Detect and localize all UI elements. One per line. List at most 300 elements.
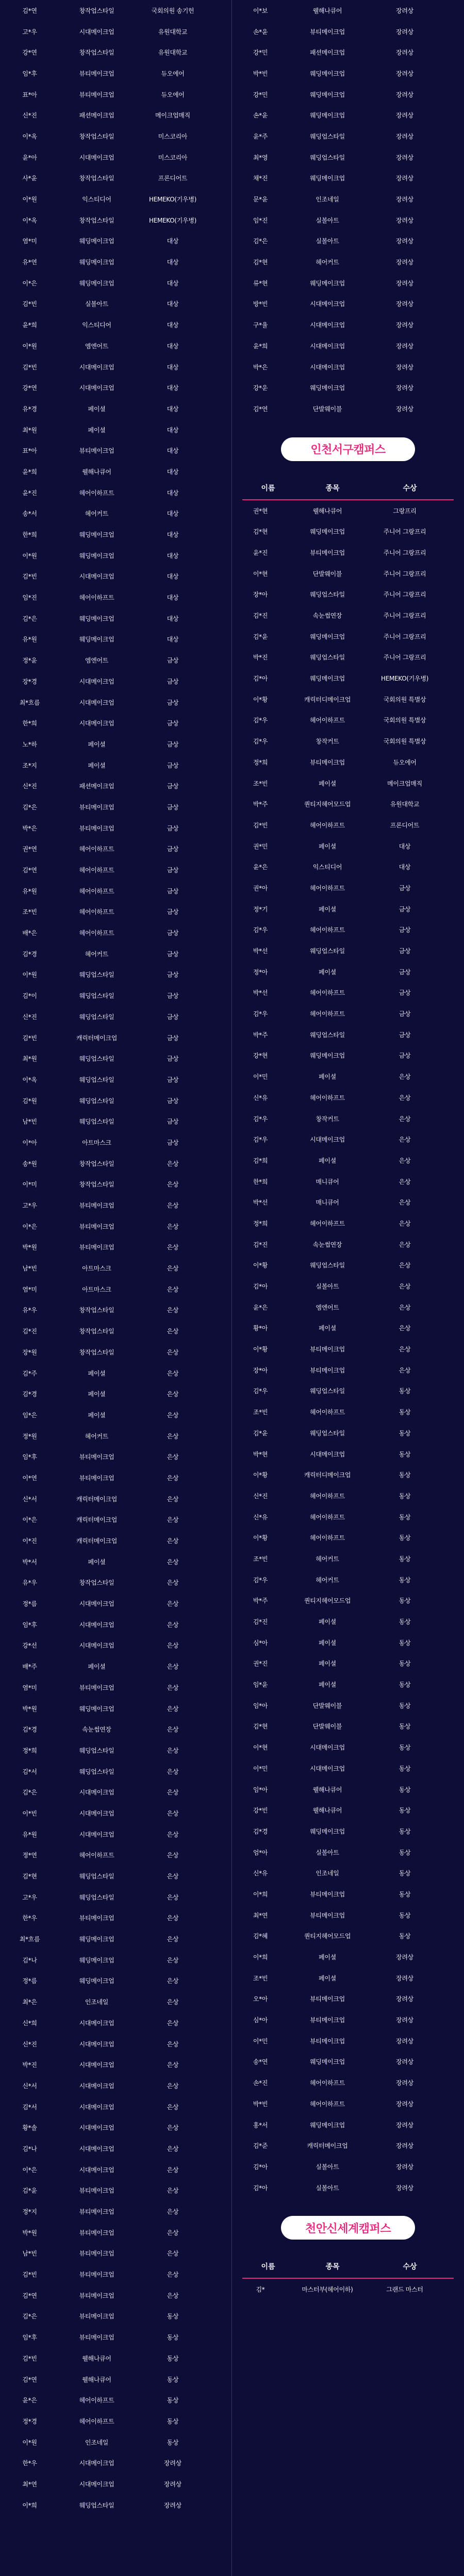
award-row <box>0 2452 232 2473</box>
award: 대상 <box>167 510 179 518</box>
award-row <box>0 2285 232 2306</box>
category: 시대메이크업 <box>79 384 114 392</box>
category: 시대메이크업 <box>310 1765 345 1772</box>
category: 뷰티메이크업 <box>310 2037 345 2045</box>
category: 시대메이크업 <box>79 2061 114 2069</box>
winner-name: 윤*희 <box>22 468 37 476</box>
winner-name: 정*희 <box>22 1747 37 1754</box>
award: 장려상 <box>396 2100 413 2108</box>
award-row <box>0 985 232 1006</box>
award-row <box>232 1318 464 1339</box>
award: 동상 <box>399 1555 411 1563</box>
award: 장려상 <box>396 28 413 36</box>
award: 주니어 그랑프리 <box>383 633 426 640</box>
award-row <box>0 524 232 545</box>
award-row <box>0 1530 232 1551</box>
award: 은상 <box>167 1893 179 1901</box>
winner-name: 한*우 <box>22 1914 37 1922</box>
award: 금상 <box>167 1055 179 1063</box>
award: 장려상 <box>396 279 413 287</box>
category: 헤어이하프트 <box>79 929 114 937</box>
winner-name: 김*진 <box>253 1241 268 1248</box>
award-row <box>0 1111 232 1132</box>
award-row <box>0 314 232 335</box>
award-row <box>0 1761 232 1782</box>
award-row <box>232 584 464 605</box>
winner-name: 송*연 <box>253 2058 268 2066</box>
award-row <box>0 1006 232 1027</box>
winner-name: 김*우 <box>253 1010 268 1018</box>
category: 웰해나큐어 <box>82 2376 111 2383</box>
winner-name: 박*주 <box>253 1597 268 1605</box>
category: 뷰티메이크업 <box>310 1911 345 1919</box>
award-row <box>0 734 232 755</box>
winner-name: 윤*진 <box>253 549 268 556</box>
incheon-table-header <box>242 477 454 500</box>
award: 대상 <box>167 636 179 643</box>
category: 페이셜 <box>319 1681 336 1689</box>
category: 인조네일 <box>85 2438 109 2446</box>
category: 웨딩업스타일 <box>79 992 114 1000</box>
category: 헤어이하프트 <box>310 1534 345 1542</box>
category: 웨딩메이크업 <box>310 279 345 287</box>
award: 금상 <box>167 845 179 853</box>
category: 웨딩업스타일 <box>79 1893 114 1901</box>
category: 웨딩메이크업 <box>310 70 345 77</box>
award: 은상 <box>167 1516 179 1524</box>
award-row <box>232 1548 464 1569</box>
winner-name: 김*우 <box>253 1136 268 1144</box>
category: 시대메이크업 <box>79 2166 114 2174</box>
winner-name: 김*우 <box>253 1115 268 1123</box>
category: 실볼아트 <box>316 238 339 245</box>
award-row <box>232 1401 464 1422</box>
award-row <box>232 1045 464 1066</box>
award-row <box>232 752 464 773</box>
award: 금상 <box>167 1118 179 1126</box>
category: 헤어이하프트 <box>310 2079 345 2087</box>
award: 금상 <box>167 677 179 685</box>
award-row <box>0 0 232 21</box>
winner-name: 김*현 <box>253 528 268 536</box>
award: 동상 <box>399 1807 411 1815</box>
cheonan-table-header <box>242 2255 454 2279</box>
winner-name: 김*경 <box>22 1391 37 1398</box>
category: 페이셜 <box>319 1974 336 1982</box>
award: 동상 <box>167 2313 179 2320</box>
category: 창작커트 <box>316 1115 339 1123</box>
category: 웨딩업스타일 <box>79 1013 114 1021</box>
winner-name: 사*윤 <box>22 175 37 182</box>
winner-name: 박*은 <box>253 363 268 371</box>
award-row <box>232 1695 464 1716</box>
category: 캐릭터메이크업 <box>76 1537 118 1545</box>
award: 은상 <box>167 1328 179 1335</box>
category: 인조네일 <box>316 1870 339 1877</box>
winner-name: 강*연 <box>22 384 37 392</box>
award: 대상 <box>167 426 179 434</box>
winner-name: 강*빈 <box>253 1807 268 1815</box>
winner-name: 이*희 <box>22 2501 37 2509</box>
award-row <box>232 731 464 752</box>
category: 시대메이크업 <box>310 342 345 350</box>
award: HEMEKO(기우병) <box>148 196 197 204</box>
award-row <box>0 755 232 776</box>
winner-name: 김*아 <box>253 1283 268 1291</box>
winner-name: 김*서 <box>22 2103 37 2111</box>
winner-name: 조*빈 <box>253 1409 268 1416</box>
award: 장려상 <box>396 1995 413 2003</box>
category: 헤어이하프트 <box>310 884 345 892</box>
category: 헤어이하프트 <box>310 1219 345 1227</box>
award: 은상 <box>399 1346 411 1353</box>
category: 페이셜 <box>88 740 106 748</box>
category: 헤어이하프트 <box>79 908 114 916</box>
award: 은상 <box>399 1262 411 1269</box>
award: 동상 <box>399 1409 411 1416</box>
award-row <box>232 605 464 626</box>
category: 익스티디어 <box>82 321 111 329</box>
category: 창작업스타일 <box>79 1579 114 1587</box>
award-row <box>0 2138 232 2159</box>
award: 금상 <box>167 867 179 874</box>
award-row <box>0 1971 232 1992</box>
award: 금상 <box>399 1010 411 1018</box>
category: 패션메이크업 <box>79 112 114 120</box>
award-row <box>232 542 464 563</box>
award: 듀오에어 <box>161 91 185 98</box>
award-row <box>0 964 232 986</box>
award-row <box>0 419 232 440</box>
award-row <box>0 210 232 231</box>
award-row <box>232 2052 464 2073</box>
winner-name: 배*은 <box>22 929 37 937</box>
award-row <box>0 1677 232 1698</box>
award: 은상 <box>167 1977 179 1985</box>
award-row <box>232 0 464 21</box>
winner-name: 김*경 <box>22 950 37 958</box>
award: 은상 <box>167 1411 179 1419</box>
winner-name: 강*현 <box>253 1052 268 1060</box>
award-row <box>232 1674 464 1695</box>
category: 웰해나큐어 <box>82 468 111 476</box>
winner-name: 김*아 <box>253 2184 268 2192</box>
category: 웨딩업스타일 <box>79 1097 114 1105</box>
award: 듀오에어 <box>161 70 185 77</box>
award-row <box>0 1782 232 1803</box>
award: 은상 <box>167 1768 179 1775</box>
category: 페이셜 <box>88 1411 106 1419</box>
award: 은상 <box>167 2019 179 2027</box>
award: 은상 <box>399 1283 411 1291</box>
winner-name: 임*진 <box>253 216 268 224</box>
award: 금상 <box>167 699 179 706</box>
award: 동상 <box>399 1450 411 1458</box>
category: 웰해나큐어 <box>312 1807 342 1815</box>
category: 페이셜 <box>319 842 336 850</box>
category: 페이셜 <box>319 1618 336 1626</box>
winner-name: 장*아 <box>253 1366 268 1374</box>
award-row <box>232 1444 464 1465</box>
award-row <box>232 961 464 982</box>
winner-name: 방*빈 <box>253 300 268 308</box>
award: 은상 <box>167 1181 179 1189</box>
category: 웨딩메이크업 <box>79 1936 114 1943</box>
category: 페이셜 <box>319 779 336 787</box>
category: 페이셜 <box>319 905 336 913</box>
award: 은상 <box>167 1809 179 1817</box>
award-row <box>232 1297 464 1318</box>
award: 은상 <box>167 2229 179 2236</box>
winner-name: 강*민 <box>253 49 268 57</box>
award: 은상 <box>167 1642 179 1650</box>
category: 시대메이크업 <box>79 677 114 685</box>
category: 퀀티지헤어모드업 <box>304 1597 351 1605</box>
award: 국회의원 송기헌 <box>151 7 194 14</box>
winner-name: 김*빈 <box>22 363 37 371</box>
winner-name: 이*원 <box>22 971 37 979</box>
award: 은상 <box>167 1831 179 1838</box>
category: 시대메이크업 <box>79 1809 114 1817</box>
award-row <box>0 1908 232 1929</box>
award-row <box>232 2177 464 2198</box>
category: 웨딩업스타일 <box>79 1873 114 1880</box>
category: 페이셜 <box>88 1369 106 1377</box>
category: 페이셜 <box>319 1639 336 1647</box>
winner-name: 임*후 <box>22 70 37 77</box>
winner-name: 김*주 <box>22 1369 37 1377</box>
award: 동상 <box>399 1618 411 1626</box>
award: 동상 <box>399 1387 411 1395</box>
winner-name: 박*선 <box>253 989 268 997</box>
winner-name: 신*진 <box>253 1492 268 1500</box>
cheonan-campus-title: 천안신세계캠퍼스 <box>281 2216 415 2240</box>
winner-name: 이*은 <box>22 2166 37 2174</box>
category: 시대메이크업 <box>310 1744 345 1752</box>
award: 장려상 <box>396 1954 413 1961</box>
category: 실볼아트 <box>316 2163 339 2171</box>
winner-name: 이*황 <box>253 1346 268 1353</box>
winner-name: 유*원 <box>22 887 37 895</box>
winner-name: 임*후 <box>22 1453 37 1461</box>
category: 뷰티메이크업 <box>79 1244 114 1251</box>
category: 창작업스타일 <box>79 1348 114 1356</box>
winner-name: 신*진 <box>22 2040 37 2048</box>
award-row <box>232 836 464 857</box>
award-row <box>232 2030 464 2052</box>
winner-name: 최*원 <box>22 426 37 434</box>
award-row <box>232 105 464 126</box>
category: 캐릭터디메이크업 <box>304 696 351 703</box>
category: 시대메이크업 <box>79 363 114 371</box>
award-row <box>0 1027 232 1048</box>
award-row <box>0 2096 232 2117</box>
award: 은상 <box>167 1726 179 1734</box>
winner-name: 이*민 <box>253 1765 268 1772</box>
winner-name: 김*빈 <box>22 573 37 581</box>
award: 은상 <box>167 1307 179 1314</box>
award-row <box>0 650 232 671</box>
category: 웨딩업스타일 <box>310 132 345 140</box>
award: 대상 <box>167 342 179 350</box>
category: 시대메이크업 <box>310 300 345 308</box>
award-row <box>0 231 232 252</box>
award-row <box>0 1803 232 1824</box>
header-name: 이름 <box>261 2263 275 2272</box>
category: 뷰티메이크업 <box>79 70 114 77</box>
category: 웨딩메이크업 <box>310 2121 345 2129</box>
award: 금상 <box>399 968 411 976</box>
award-row <box>0 1488 232 1510</box>
award-row <box>232 2072 464 2093</box>
winner-name: 조*지 <box>22 761 37 769</box>
award: 은상 <box>167 1936 179 1943</box>
award: 장려상 <box>396 154 413 161</box>
award: 대상 <box>167 594 179 602</box>
category: 페이셜 <box>88 426 106 434</box>
award: 금상 <box>167 1097 179 1105</box>
award-row <box>232 940 464 961</box>
category: 인조네일 <box>85 1998 109 2006</box>
award: 국회의원 특별상 <box>383 717 426 724</box>
award: 동상 <box>399 1492 411 1500</box>
category: 헤어이하프트 <box>310 2100 345 2108</box>
award: 동상 <box>399 1870 411 1877</box>
award: 은상 <box>167 1453 179 1461</box>
award: 동상 <box>399 1702 411 1709</box>
category: 시대메이크업 <box>79 154 114 161</box>
award: 국회의원 특별상 <box>383 696 426 703</box>
category: 뷰티메이크업 <box>79 2292 114 2299</box>
award-row <box>232 1946 464 1968</box>
category: 시대메이크업 <box>79 2145 114 2153</box>
category: 단발웨이블 <box>312 405 342 413</box>
category: 웨딩메이크업 <box>310 1827 345 1835</box>
award: 주니어 그랑프리 <box>383 591 426 599</box>
award: 장려상 <box>396 2058 413 2066</box>
winner-name: 이*보 <box>253 7 268 14</box>
winner-name: 최*흐름 <box>19 1936 40 1943</box>
award: 장려상 <box>396 300 413 308</box>
winner-name: 손*진 <box>253 2079 268 2087</box>
award: 금상 <box>167 740 179 748</box>
award-row <box>232 1905 464 1926</box>
winner-name: 김*원 <box>22 1097 37 1105</box>
award: 금상 <box>167 887 179 895</box>
category: 웨딩메이크업 <box>79 1956 114 1964</box>
category: 헤어이하프트 <box>310 926 345 934</box>
award-row <box>232 189 464 210</box>
award: 장려상 <box>164 2480 181 2488</box>
award: 프론디어트 <box>390 821 420 829</box>
award: 대상 <box>167 531 179 539</box>
category: 아트마스크 <box>82 1265 111 1273</box>
award-row <box>0 63 232 84</box>
award: 장려상 <box>396 196 413 204</box>
winner-name: 임*후 <box>22 2334 37 2342</box>
category: 뷰티메이크업 <box>310 28 345 36</box>
award-row <box>0 1363 232 1384</box>
winner-name: 박*빈 <box>253 2100 268 2108</box>
award: 장려상 <box>396 7 413 14</box>
winner-name: 이*은 <box>22 1516 37 1524</box>
category: 뷰티메이크업 <box>79 91 114 98</box>
category: 웨딩업스타일 <box>310 1031 345 1039</box>
award: 금상 <box>167 1013 179 1021</box>
award-row <box>0 943 232 964</box>
award: 은상 <box>167 2040 179 2048</box>
winner-name: 유*원 <box>22 636 37 643</box>
category: 웨딩메이크업 <box>79 238 114 245</box>
category: 페이셜 <box>319 1660 336 1668</box>
category: 웨딩메이크업 <box>310 528 345 536</box>
category: 뷰티메이크업 <box>310 758 345 766</box>
award-row <box>0 1950 232 1971</box>
award-row <box>232 856 464 877</box>
winner-name: 박*선 <box>253 1199 268 1207</box>
winner-name: 최*영 <box>253 154 268 161</box>
winner-name: 손*윤 <box>253 28 268 36</box>
award: 금상 <box>167 1139 179 1146</box>
category: 뷰티메이크업 <box>310 2016 345 2024</box>
winner-name: 김*혜 <box>253 1933 268 1940</box>
award: 은상 <box>167 1223 179 1230</box>
winner-name: 유*우 <box>22 1579 37 1587</box>
category: 웨딩메이크업 <box>310 91 345 98</box>
winner-name: 김*나 <box>22 2145 37 2153</box>
award: 은상 <box>167 1495 179 1503</box>
category: 엠엔어트 <box>85 657 109 665</box>
award: 은상 <box>399 1157 411 1164</box>
category: 웰해나큐어 <box>312 7 342 14</box>
winner-name: 이*희 <box>253 1890 268 1898</box>
award-row <box>232 210 464 231</box>
award-row <box>0 1928 232 1950</box>
award: 동상 <box>399 1765 411 1772</box>
category: 시대메이크업 <box>79 2460 114 2467</box>
category: 헤어이하프트 <box>310 1409 345 1416</box>
award-row <box>0 2348 232 2369</box>
winner-name: 염*미 <box>22 1684 37 1691</box>
award-row <box>0 1467 232 1488</box>
award-row <box>0 105 232 126</box>
award: 대상 <box>399 842 411 850</box>
winner-name: 이*옥 <box>22 132 37 140</box>
award-row <box>0 1593 232 1614</box>
category: 헤어커트 <box>85 950 109 958</box>
award-row <box>0 1866 232 1887</box>
award-row <box>0 2054 232 2075</box>
award: 금상 <box>167 908 179 916</box>
award-row <box>0 1551 232 1572</box>
category: 웨딩메이크업 <box>79 552 114 560</box>
category: 시대메이크업 <box>79 573 114 581</box>
category: 웨딩메이크업 <box>79 259 114 266</box>
award-row <box>232 1737 464 1758</box>
winner-name: 이*은 <box>22 279 37 287</box>
award: 은상 <box>167 1705 179 1713</box>
award-row <box>0 587 232 608</box>
winner-name: 김*윤 <box>253 633 268 640</box>
award: 국회의원 특별상 <box>383 738 426 745</box>
award: 동상 <box>399 1681 411 1689</box>
award-row <box>0 1740 232 1761</box>
winner-name: 장*경 <box>22 677 37 685</box>
category: 캐릭터메이크업 <box>76 1034 118 1042</box>
award-row <box>0 1174 232 1195</box>
winner-name: 이*원 <box>22 342 37 350</box>
category: 헤어이하프트 <box>310 1010 345 1018</box>
